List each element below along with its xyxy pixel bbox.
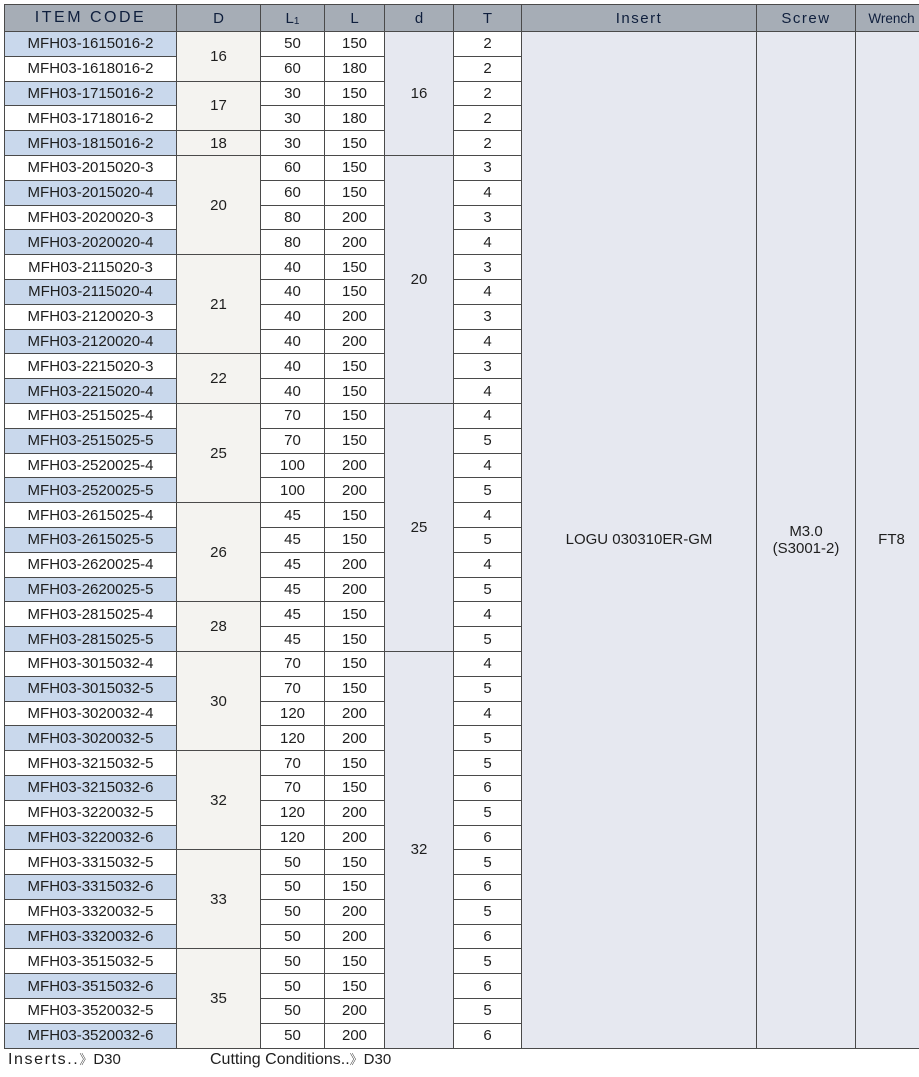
item-code-cell: MFH03-1815016-2 [5, 131, 177, 156]
T-cell: 3 [454, 304, 522, 329]
item-code-cell: MFH03-3020032-4 [5, 701, 177, 726]
reference-arrow-icon: 》 [349, 1052, 361, 1067]
L1-cell: 50 [261, 999, 325, 1024]
D-cell: 33 [177, 850, 261, 949]
L-cell: 200 [325, 1023, 385, 1048]
item-code-cell: MFH03-2020020-3 [5, 205, 177, 230]
item-code-cell: MFH03-2615025-4 [5, 503, 177, 528]
L-cell: 150 [325, 81, 385, 106]
item-code-cell: MFH03-2515025-4 [5, 403, 177, 428]
D-cell: 26 [177, 503, 261, 602]
T-cell: 2 [454, 131, 522, 156]
item-code-cell: MFH03-3020032-5 [5, 726, 177, 751]
L1-cell: 50 [261, 899, 325, 924]
L-cell: 150 [325, 602, 385, 627]
header-d: d [385, 5, 454, 32]
item-code-cell: MFH03-2120020-4 [5, 329, 177, 354]
L-cell: 150 [325, 354, 385, 379]
L1-cell: 50 [261, 875, 325, 900]
table-row [5, 32, 919, 57]
D-cell: 28 [177, 602, 261, 652]
item-code-cell: MFH03-3220032-5 [5, 800, 177, 825]
T-cell: 4 [454, 230, 522, 255]
L-cell: 150 [325, 503, 385, 528]
L-cell: 150 [325, 379, 385, 404]
L1-cell: 50 [261, 949, 325, 974]
L1-cell: 30 [261, 81, 325, 106]
T-cell: 4 [454, 701, 522, 726]
L-cell: 200 [325, 800, 385, 825]
T-cell: 5 [454, 999, 522, 1024]
inserts-reference[interactable] [8, 1051, 121, 1068]
L-cell: 200 [325, 453, 385, 478]
L-cell: 150 [325, 775, 385, 800]
T-cell: 4 [454, 403, 522, 428]
T-cell: 5 [454, 850, 522, 875]
L1-cell: 30 [261, 106, 325, 131]
L-cell: 200 [325, 577, 385, 602]
L-cell: 200 [325, 701, 385, 726]
T-cell: 3 [454, 205, 522, 230]
L1-cell: 70 [261, 751, 325, 776]
item-code-cell: MFH03-2620025-5 [5, 577, 177, 602]
item-code-cell: MFH03-1718016-2 [5, 106, 177, 131]
item-code-cell: MFH03-3215032-5 [5, 751, 177, 776]
item-code-cell: MFH03-2815025-4 [5, 602, 177, 627]
L-cell: 150 [325, 651, 385, 676]
item-code-cell: MFH03-2815025-5 [5, 627, 177, 652]
L-cell: 200 [325, 552, 385, 577]
T-cell: 4 [454, 329, 522, 354]
item-code-cell: MFH03-2020020-4 [5, 230, 177, 255]
header-L1 [261, 5, 325, 32]
L1-cell: 30 [261, 131, 325, 156]
D-cell: 22 [177, 354, 261, 404]
L1-cell: 50 [261, 924, 325, 949]
L1-cell: 60 [261, 155, 325, 180]
table-body [5, 32, 919, 1049]
item-code-cell: MFH03-3315032-6 [5, 875, 177, 900]
L1-cell: 120 [261, 800, 325, 825]
header-L1-main: L [285, 9, 294, 27]
T-cell: 2 [454, 81, 522, 106]
L-cell: 180 [325, 106, 385, 131]
item-code-cell: MFH03-3515032-6 [5, 974, 177, 999]
D-cell: 25 [177, 403, 261, 502]
L-cell: 150 [325, 627, 385, 652]
L1-cell: 120 [261, 726, 325, 751]
item-code-cell: MFH03-2215020-4 [5, 379, 177, 404]
L-cell: 200 [325, 230, 385, 255]
T-cell: 5 [454, 627, 522, 652]
L1-cell: 50 [261, 850, 325, 875]
d-cell: 32 [385, 651, 454, 1048]
item-code-cell: MFH03-2120020-3 [5, 304, 177, 329]
item-code-cell: MFH03-2215020-3 [5, 354, 177, 379]
T-cell: 6 [454, 875, 522, 900]
L1-cell: 70 [261, 428, 325, 453]
header-insert: Insert [522, 5, 757, 32]
screw-cell [757, 32, 856, 1049]
T-cell: 6 [454, 974, 522, 999]
header-T: T [454, 5, 522, 32]
L1-cell: 40 [261, 255, 325, 280]
item-code-cell: MFH03-1618016-2 [5, 56, 177, 81]
L1-cell: 80 [261, 230, 325, 255]
T-cell: 4 [454, 552, 522, 577]
inserts-label: Inserts.. [8, 1051, 80, 1068]
item-code-cell: MFH03-2115020-4 [5, 279, 177, 304]
T-cell: 6 [454, 924, 522, 949]
item-code-cell: MFH03-3315032-5 [5, 850, 177, 875]
L1-cell: 80 [261, 205, 325, 230]
D-cell: 18 [177, 131, 261, 156]
wrench-cell: FT8 [856, 32, 919, 1049]
L-cell: 200 [325, 899, 385, 924]
T-cell: 5 [454, 751, 522, 776]
T-cell: 5 [454, 899, 522, 924]
T-cell: 2 [454, 106, 522, 131]
reference-arrow-icon: 》 [79, 1052, 91, 1067]
L1-cell: 50 [261, 974, 325, 999]
item-code-cell: MFH03-1715016-2 [5, 81, 177, 106]
L1-cell: 40 [261, 304, 325, 329]
item-code-cell: MFH03-2015020-3 [5, 155, 177, 180]
cutting-conditions-label: Cutting Conditions.. [210, 1051, 350, 1068]
L-cell: 200 [325, 304, 385, 329]
T-cell: 2 [454, 32, 522, 57]
T-cell: 5 [454, 478, 522, 503]
L1-cell: 50 [261, 32, 325, 57]
L-cell: 200 [325, 478, 385, 503]
L-cell: 200 [325, 329, 385, 354]
D-cell: 20 [177, 155, 261, 254]
D-cell: 17 [177, 81, 261, 131]
L1-cell: 120 [261, 825, 325, 850]
T-cell: 4 [454, 379, 522, 404]
L-cell: 150 [325, 32, 385, 57]
cutting-conditions-reference[interactable] [210, 1049, 391, 1069]
L-cell: 200 [325, 726, 385, 751]
inserts-page-ref: D30 [93, 1051, 121, 1068]
L-cell: 150 [325, 875, 385, 900]
header-row [5, 5, 919, 32]
T-cell: 5 [454, 527, 522, 552]
item-code-cell: MFH03-3320032-6 [5, 924, 177, 949]
L-cell: 150 [325, 155, 385, 180]
cutting-conditions-page-ref: D30 [363, 1051, 392, 1068]
L-cell: 150 [325, 676, 385, 701]
item-code-cell: MFH03-3215032-6 [5, 775, 177, 800]
L-cell: 200 [325, 999, 385, 1024]
T-cell: 6 [454, 825, 522, 850]
item-code-cell: MFH03-2520025-4 [5, 453, 177, 478]
T-cell: 4 [454, 279, 522, 304]
T-cell: 5 [454, 726, 522, 751]
L-cell: 150 [325, 255, 385, 280]
L-cell: 150 [325, 428, 385, 453]
spec-table [4, 4, 919, 1049]
T-cell: 4 [454, 503, 522, 528]
L-cell: 200 [325, 825, 385, 850]
T-cell: 4 [454, 651, 522, 676]
D-cell: 16 [177, 32, 261, 82]
screw-size: M3.0 [789, 522, 823, 540]
header-L: L [325, 5, 385, 32]
header-D: D [177, 5, 261, 32]
item-code-cell: MFH03-3015032-5 [5, 676, 177, 701]
header-L1-sub: 1 [293, 15, 300, 27]
L1-cell: 70 [261, 651, 325, 676]
L1-cell: 60 [261, 56, 325, 81]
item-code-cell: MFH03-2015020-4 [5, 180, 177, 205]
d-cell: 16 [385, 32, 454, 156]
L1-cell: 100 [261, 453, 325, 478]
D-cell: 35 [177, 949, 261, 1048]
header-item-code: ITEM CODE [5, 5, 177, 32]
L1-cell: 45 [261, 602, 325, 627]
L-cell: 150 [325, 403, 385, 428]
item-code-cell: MFH03-2520025-5 [5, 478, 177, 503]
T-cell: 4 [454, 180, 522, 205]
L1-cell: 45 [261, 527, 325, 552]
item-code-cell: MFH03-3015032-4 [5, 651, 177, 676]
L-cell: 150 [325, 131, 385, 156]
L1-cell: 45 [261, 627, 325, 652]
L1-cell: 40 [261, 279, 325, 304]
T-cell: 5 [454, 800, 522, 825]
insert-cell: LOGU 030310ER-GM [522, 32, 757, 1049]
T-cell: 5 [454, 577, 522, 602]
L1-cell: 120 [261, 701, 325, 726]
D-cell: 32 [177, 751, 261, 850]
L1-cell: 70 [261, 775, 325, 800]
L1-cell: 70 [261, 676, 325, 701]
T-cell: 3 [454, 354, 522, 379]
L1-cell: 40 [261, 354, 325, 379]
L-cell: 150 [325, 279, 385, 304]
L1-cell: 60 [261, 180, 325, 205]
D-cell: 21 [177, 255, 261, 354]
item-code-cell: MFH03-2115020-3 [5, 255, 177, 280]
T-cell: 4 [454, 453, 522, 478]
T-cell: 6 [454, 1023, 522, 1048]
L1-cell: 45 [261, 503, 325, 528]
L-cell: 150 [325, 949, 385, 974]
item-code-cell: MFH03-3520032-6 [5, 1023, 177, 1048]
screw-part-number: (S3001-2) [772, 539, 840, 557]
item-code-cell: MFH03-3520032-5 [5, 999, 177, 1024]
footer [8, 1049, 392, 1069]
L-cell: 180 [325, 56, 385, 81]
L-cell: 150 [325, 751, 385, 776]
item-code-cell: MFH03-1615016-2 [5, 32, 177, 57]
L1-cell: 40 [261, 329, 325, 354]
d-cell: 25 [385, 403, 454, 651]
L-cell: 150 [325, 180, 385, 205]
item-code-cell: MFH03-2620025-4 [5, 552, 177, 577]
T-cell: 6 [454, 775, 522, 800]
T-cell: 3 [454, 155, 522, 180]
L1-cell: 50 [261, 1023, 325, 1048]
header-wrench: Wrench [856, 5, 919, 32]
L-cell: 150 [325, 974, 385, 999]
L1-cell: 100 [261, 478, 325, 503]
item-code-cell: MFH03-3515032-5 [5, 949, 177, 974]
T-cell: 4 [454, 602, 522, 627]
T-cell: 5 [454, 428, 522, 453]
d-cell: 20 [385, 155, 454, 403]
L1-cell: 45 [261, 577, 325, 602]
L-cell: 200 [325, 924, 385, 949]
L-cell: 150 [325, 527, 385, 552]
item-code-cell: MFH03-2515025-5 [5, 428, 177, 453]
T-cell: 3 [454, 255, 522, 280]
L1-cell: 45 [261, 552, 325, 577]
L-cell: 150 [325, 850, 385, 875]
D-cell: 30 [177, 651, 261, 750]
item-code-cell: MFH03-2615025-5 [5, 527, 177, 552]
L1-cell: 40 [261, 379, 325, 404]
T-cell: 2 [454, 56, 522, 81]
L1-cell: 70 [261, 403, 325, 428]
T-cell: 5 [454, 676, 522, 701]
item-code-cell: MFH03-3320032-5 [5, 899, 177, 924]
item-code-cell: MFH03-3220032-6 [5, 825, 177, 850]
T-cell: 5 [454, 949, 522, 974]
header-screw: Screw [757, 5, 856, 32]
L-cell: 200 [325, 205, 385, 230]
